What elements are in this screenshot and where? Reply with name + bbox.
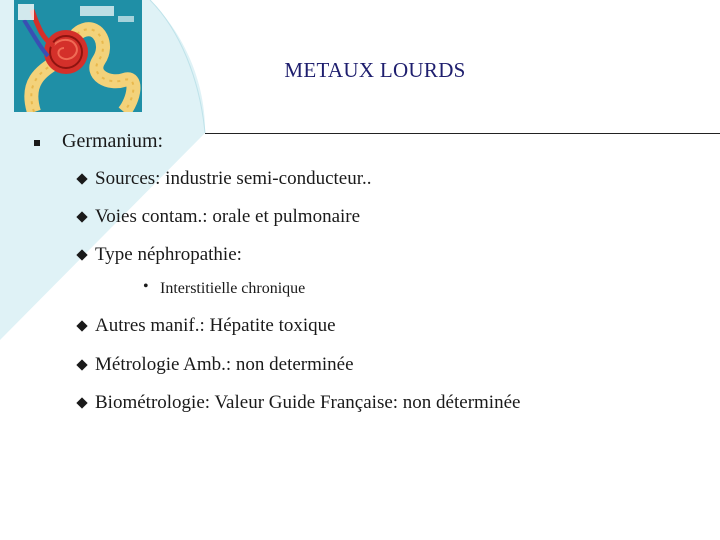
- item-metrologie: Métrologie Amb.: non determinée: [95, 354, 354, 375]
- heading-germanium: Germanium:: [62, 130, 164, 152]
- item-type-nephropathie: Type néphropathie:: [95, 244, 242, 265]
- kidney-nephron-illustration: [14, 0, 142, 112]
- slide-title: METAUX LOURDS: [284, 58, 466, 82]
- subitem-interstitielle: Interstitielle chronique: [160, 280, 306, 297]
- item-sources: Sources: industrie semi-conducteur..: [95, 168, 372, 189]
- square-bullet-icon: [34, 140, 40, 146]
- item-biometrologie: Biométrologie: Valeur Guide Française: non déterminée: [95, 392, 521, 413]
- item-autres-manif: Autres manif.: Hépatite toxique: [95, 315, 336, 336]
- heading-divider: [205, 133, 720, 134]
- dot-bullet-icon: •: [143, 278, 149, 295]
- item-voies-contam: Voies contam.: orale et pulmonaire: [95, 206, 361, 227]
